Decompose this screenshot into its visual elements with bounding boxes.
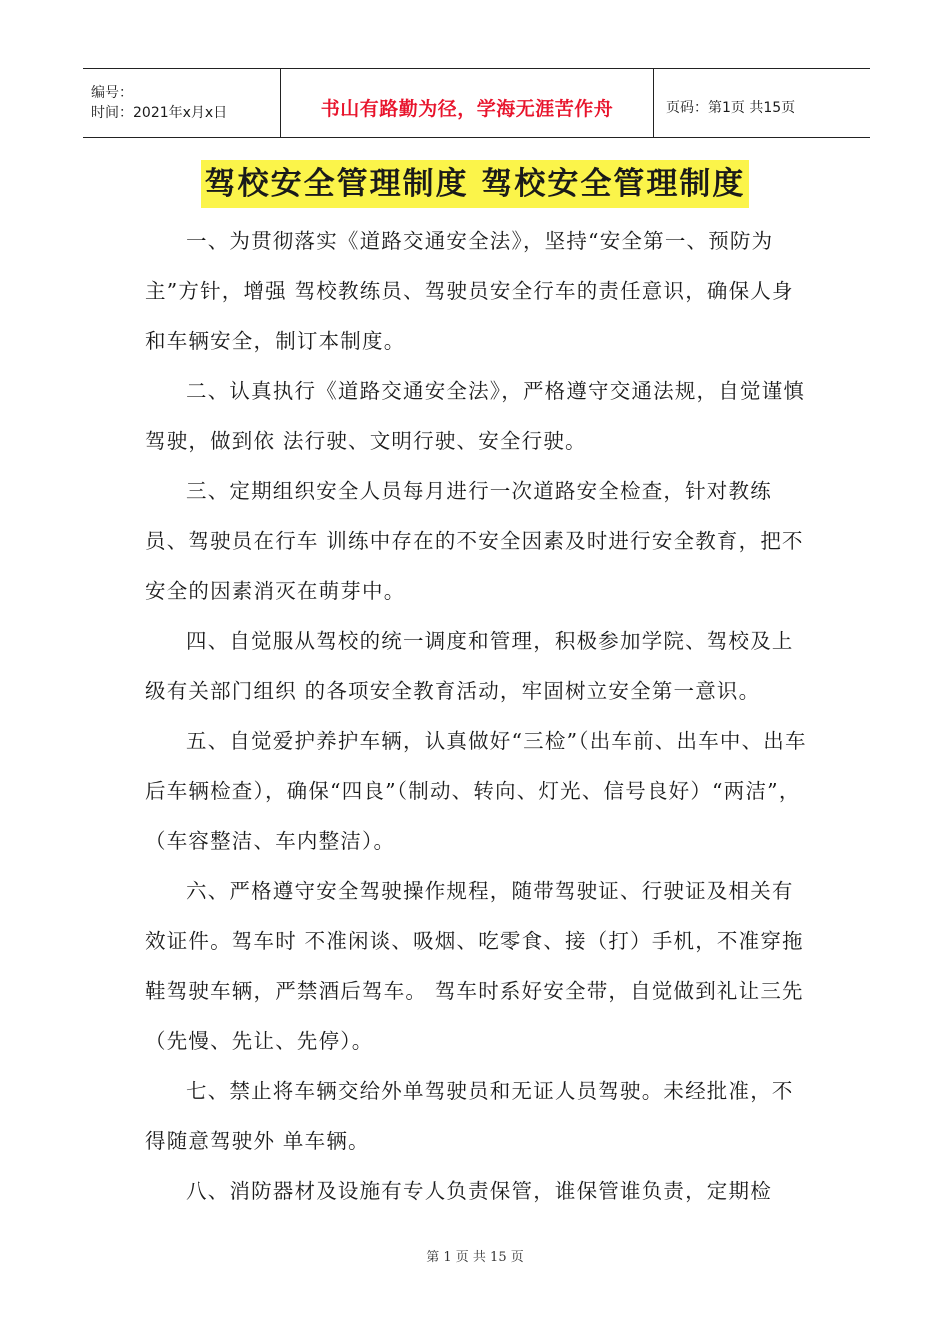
header-left-cell xyxy=(83,69,281,137)
paragraph: 八、消防器材及设施有专人负责保管，谁保管谁负责，定期检 xyxy=(186,1179,772,1203)
header-page-cell xyxy=(654,69,870,137)
document-title: 驾校安全管理制度 驾校安全管理制度 xyxy=(201,160,750,208)
title-wrap xyxy=(0,160,950,208)
paragraph: 二、认真执行《道路交通安全法》，严格遵守交通法规，自觉谨慎驾驶，做到依 法行驶、文明行驶、安全行驶。 xyxy=(145,379,806,453)
page-label: 页码：第1页 共15页 xyxy=(666,100,796,116)
date-label: 时间：2021年x月x日 xyxy=(91,105,228,121)
motto: 书山有路勤为径，学海无涯苦作舟 xyxy=(320,97,614,120)
header-table xyxy=(83,68,870,138)
doc-number-label: 编号： xyxy=(91,85,133,101)
paragraph: 三、定期组织安全人员每月进行一次道路安全检查，针对教练员、驾驶员在行车 训练中存在的不安全因素及时进行安全教育，把不安全的因素消灭在萌芽中。 xyxy=(145,479,804,603)
paragraph: 一、为贯彻落实《道路交通安全法》，坚持“安全第一、预防为主”方针，增强 驾校教练员、驾驶员安全行车的责任意识，确保人身和车辆安全，制订本制度。 xyxy=(145,229,794,353)
paragraph: 六、严格遵守安全驾驶操作规程，随带驾驶证、行驶证及相关有效证件。驾车时 不准闲谈、吸烟、吃零食、接（打）手机，不准穿拖鞋驾驶车辆，严禁酒后驾车。 驾车时系好安全带，自觉做到礼让三先（先慢、先让、先停）。 xyxy=(145,879,804,1053)
document-body xyxy=(145,216,810,1216)
header-motto-cell xyxy=(281,69,654,137)
paragraph: 七、禁止将车辆交给外单驾驶员和无证人员驾驶。未经批准，不得随意驾驶外 单车辆。 xyxy=(145,1079,794,1153)
paragraph: 四、自觉服从驾校的统一调度和管理，积极参加学院、驾校及上级有关部门组织 的各项安全教育活动，牢固树立安全第一意识。 xyxy=(145,629,794,703)
paragraph: 五、自觉爱护养护车辆，认真做好“三检”（出车前、出车中、出车后车辆检查），确保“四良”（制动、转向、灯光、信号良好）“两洁”，（车容整洁、车内整洁）。 xyxy=(145,729,807,853)
page-footer: 第 1 页 共 15 页 xyxy=(426,1250,524,1265)
